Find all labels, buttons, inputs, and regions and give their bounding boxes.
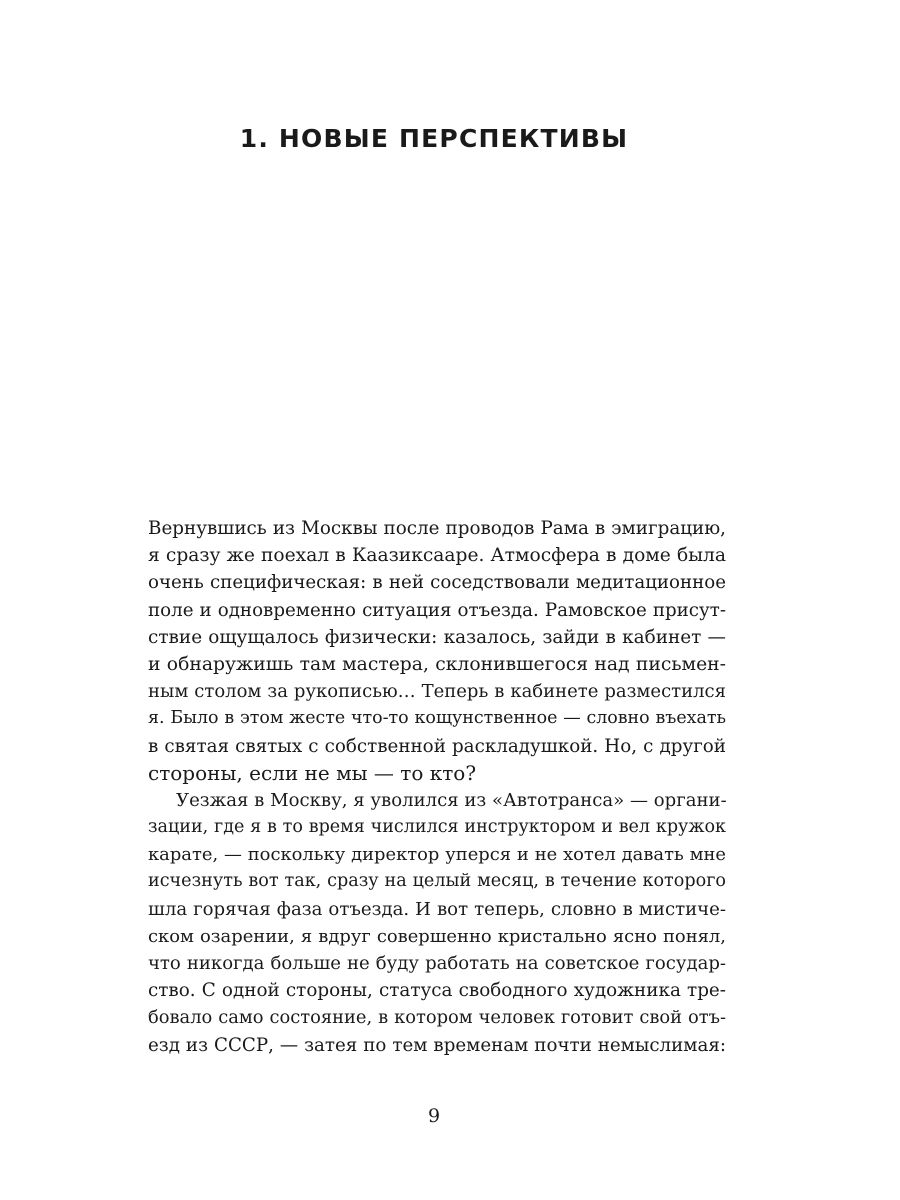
text-line: ствие ощущалось физически: казалось, зайди в кабинет —: [148, 626, 726, 648]
text-line: Вернувшись из Москвы после проводов Рама в эмиграцию,: [148, 518, 726, 539]
paragraph-2: [148, 787, 726, 1059]
body-text: [148, 515, 726, 1059]
text-line: поле и одновременно ситуация отъезда. Рамовское присут-: [148, 599, 726, 621]
text-line: стороны, если не мы — то кто?: [148, 760, 477, 785]
text-line: в святая святых с собственной раскладушкой. Но, с другой: [148, 735, 726, 757]
chapter-title: 1. НОВЫЕ ПЕРСПЕКТИВЫ: [239, 124, 629, 153]
text-line: что никогда больше не буду работать на советское государ-: [148, 953, 726, 974]
text-line: исчезнуть вот так, сразу на целый месяц, в течение которого: [148, 871, 726, 892]
text-line: шла горячая фаза отъезда. И вот теперь, словно в мистиче-: [148, 898, 726, 920]
page-number: 9: [427, 1105, 441, 1127]
text-line: и обнаружишь там мастера, склонившегося над письмен-: [148, 653, 726, 675]
text-line: езд из СССР, — затея по тем временам почти немыслимая:: [148, 1034, 726, 1056]
text-line: ство. С одной стороны, статуса свободного художника тре-: [148, 980, 726, 1002]
text-line: я сразу же поехал в Каазиксааре. Атмосфера в доме была: [148, 545, 726, 567]
text-line: очень специфическая: в ней соседствовали медитационное: [148, 572, 726, 594]
paragraph-1: [148, 515, 726, 787]
text-line: ным столом за рукописью… Теперь в кабинете разместился: [148, 681, 726, 703]
text-line: карате, — поскольку директор уперся и не хотел давать мне: [148, 844, 726, 866]
text-line: я. Было в этом жесте что-то кощунственное — словно въехать: [148, 708, 726, 729]
text-line: Уезжая в Москву, я уволился из «Автотранса» — органи-: [176, 789, 727, 811]
text-line: бовало само состояние, в котором человек готовит свой отъ-: [148, 1007, 726, 1029]
text-line: зации, где я в то время числился инструктором и вел кружок: [148, 817, 726, 838]
text-line: ском озарении, я вдруг совершенно кристально ясно понял,: [148, 925, 726, 947]
